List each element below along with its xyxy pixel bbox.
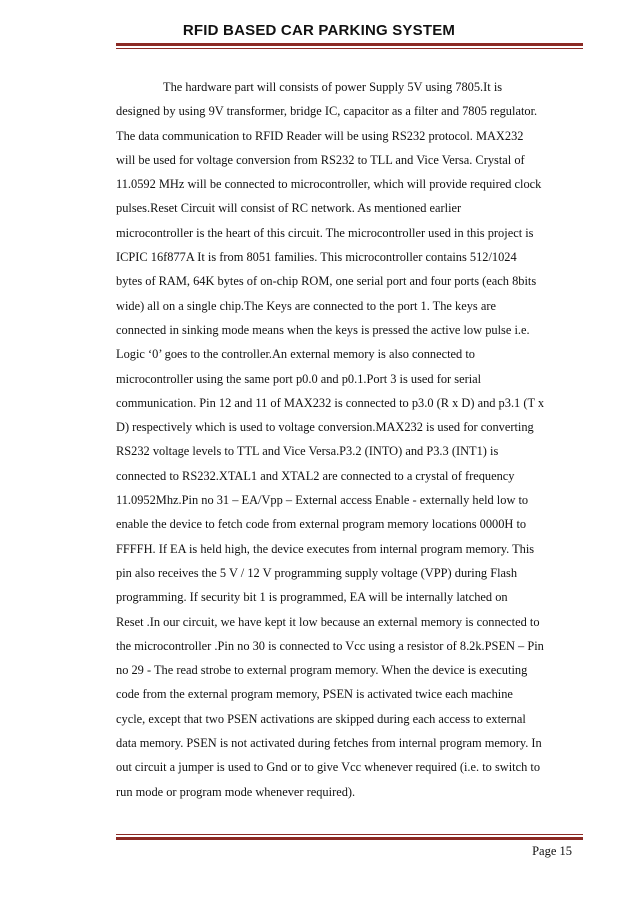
text-line: communication. Pin 12 and 11 of MAX232 is connected to p3.0 (R x D) and p3.1 (T x: [116, 395, 545, 410]
text-line: 11.0952Mhz.Pin no 31 – EA/Vpp – External access Enable - externally held low to: [116, 493, 529, 508]
text-line: wide) all on a single chip.The Keys are connected to the port 1. The keys are: [116, 298, 496, 313]
header-rule-thin: [116, 48, 583, 49]
text-line: the microcontroller .Pin no 30 is connected to Vcc using a resistor of 8.2k.PSEN – Pin: [116, 638, 544, 653]
text-line: The hardware part will consists of power Supply 5V using 7805.It is: [163, 80, 503, 94]
text-line: connected to RS232.XTAL1 and XTAL2 are connected to a crystal of frequency: [116, 468, 515, 483]
text-line: 11.0592 MHz will be connected to microcontroller, which will provide required clock: [116, 177, 542, 192]
text-line: programming. If security bit 1 is programmed, EA will be internally latched on: [116, 590, 508, 605]
text-line: connected in sinking mode means when the keys is pressed the active low pulse i.e.: [116, 322, 530, 337]
body-paragraph: [116, 75, 586, 804]
text-line: bytes of RAM, 64K bytes of on-chip ROM, one serial port and four ports (each 8bits: [116, 274, 537, 289]
text-line: designed by using 9V transformer, bridge IC, capacitor as a filter and 7805 regulator.: [116, 104, 538, 119]
text-line: enable the device to fetch code from external program memory locations 0000H to: [116, 517, 527, 532]
text-line: pin also receives the 5 V / 12 V programming supply voltage (VPP) during Flash: [116, 565, 518, 580]
text-line: cycle, except that two PSEN activations are skipped during each access to external: [116, 711, 526, 726]
text-line: microcontroller using the same port p0.0 and p0.1.Port 3 is used for serial: [116, 371, 482, 386]
text-line: will be used for voltage conversion from RS232 to TLL and Vice Versa. Crystal of: [116, 152, 525, 167]
text-line: run mode or program mode whenever required).: [116, 784, 356, 799]
text-line: Reset .In our circuit, we have kept it low because an external memory is connected to: [116, 614, 540, 629]
text-line: out circuit a jumper is used to Gnd or to give Vcc whenever required (i.e. to switch to: [116, 760, 541, 775]
footer-rule-thin: [116, 834, 583, 835]
text-line: code from the external program memory, PSEN is activated twice each machine: [116, 687, 513, 702]
text-line: D) respectively which is used to voltage conversion.MAX232 is used for converting: [116, 420, 534, 435]
text-line: pulses.Reset Circuit will consist of RC network. As mentioned earlier: [116, 201, 462, 216]
footer-rule-thick: [116, 837, 583, 840]
page-title: RFID BASED CAR PARKING SYSTEM: [182, 22, 456, 39]
text-line: The data communication to RFID Reader will be using RS232 protocol. MAX232: [116, 128, 524, 143]
text-line: RS232 voltage levels to TTL and Vice Versa.P3.2 (INTO) and P3.3 (INT1) is: [116, 444, 499, 459]
text-line: ICPIC 16f877A It is from 8051 families. This microcontroller contains 512/1024: [116, 250, 517, 265]
text-line: data memory. PSEN is not activated during fetches from internal program memory. In: [116, 736, 542, 751]
page-number: Page 15: [532, 844, 572, 858]
text-line: FFFFH. If EA is held high, the device executes from internal program memory. This: [116, 541, 535, 556]
text-line: Logic ‘0’ goes to the controller.An external memory is also connected to: [116, 347, 475, 362]
text-line: microcontroller is the heart of this circuit. The microcontroller used in this project is: [116, 225, 534, 240]
text-line: no 29 - The read strobe to external program memory. When the device is executing: [116, 663, 528, 678]
header-rule-thick: [116, 43, 583, 46]
